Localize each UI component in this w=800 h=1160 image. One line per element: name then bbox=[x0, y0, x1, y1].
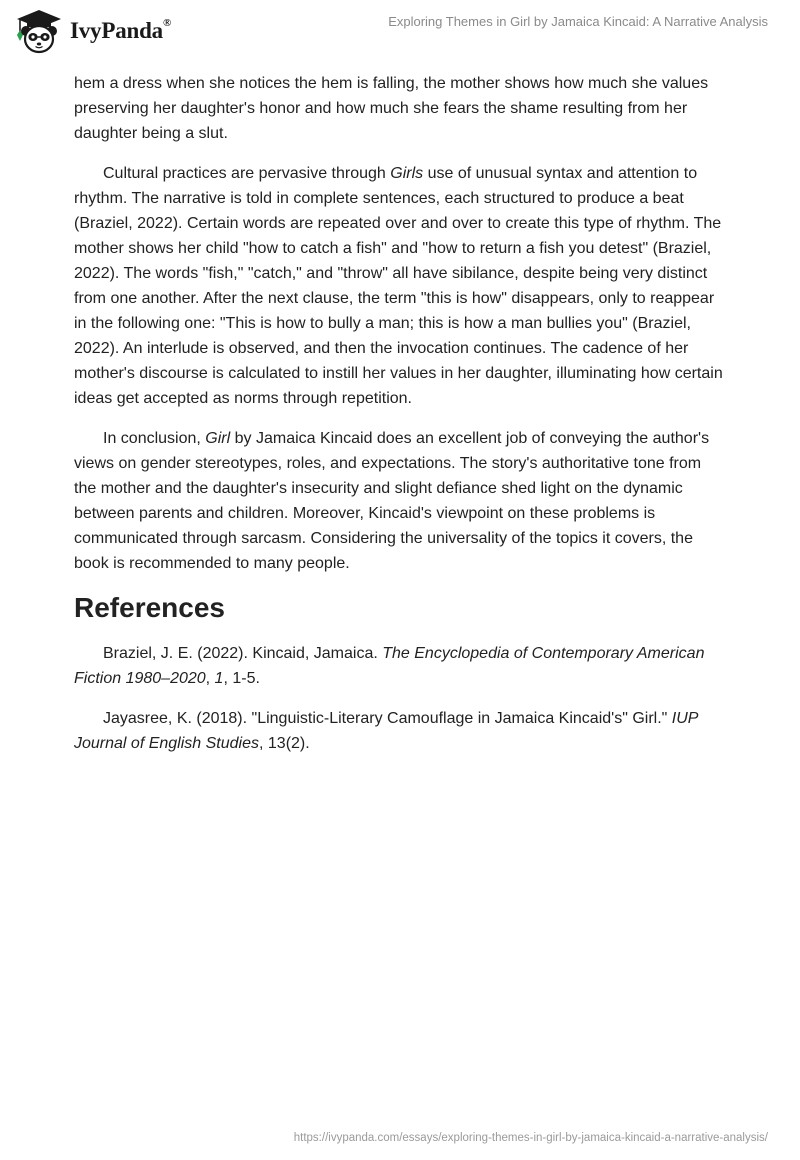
references-heading: References bbox=[74, 592, 225, 623]
paragraph-continuation: hem a dress when she notices the hem is falling, the mother shows how much she values preserving her daughter's honor and how much she fears the shame resulting from her daughter being a slut. bbox=[74, 75, 709, 142]
reference-braziel: Braziel, J. E. (2022). Kincaid, Jamaica. The Encyclopedia of Contemporary American Fiction 1980–2020, 1, 1-5. bbox=[74, 645, 705, 687]
paragraph-cultural-practices: Cultural practices are pervasive through Girls use of unusual syntax and attention to rhythm. The narrative is told in complete sentences, each structured to produce a beat (Braziel, 2022). Certain words are repeated over and over to create this type of rhythm. The mother shows her child "how to catch a fish" and "how to return a fish you detest" (Braziel, 2022). The words "fish," "catch," and "throw" all have sibilance, despite being very distinct from one another. After the next clause, the term "this is how" disappears, only to reappear in the following one: "This is how to bully a man; this is how a man bullies you" (Braziel, 2022). An interlude is observed, and then the invocation continues. The cadence of her mother's discourse is calculated to instill her values in her daughter, illuminating how certain ideas get accepted as norms through repetition. bbox=[74, 165, 723, 407]
document-title: Exploring Themes in Girl by Jamaica Kincaid: A Narrative Analysis bbox=[388, 14, 768, 29]
essay-content bbox=[74, 71, 726, 771]
registered-mark: ® bbox=[162, 17, 172, 30]
page-header bbox=[0, 0, 800, 64]
italic-title: Girl bbox=[205, 430, 231, 447]
ivypanda-logo[interactable] bbox=[14, 8, 171, 54]
source-url[interactable]: https://ivypanda.com/essays/exploring-themes-in-girl-by-jamaica-kincaid-a-narrative-analysis/ bbox=[293, 1132, 768, 1144]
italic-title: Girls bbox=[390, 165, 424, 182]
panda-graduate-icon bbox=[14, 8, 64, 54]
reference-jayasree: Jayasree, K. (2018). "Linguistic-Literary Camouflage in Jamaica Kincaid's" Girl." IUP Journal of English Studies, 13(2). bbox=[74, 710, 698, 752]
brand-name: IvyPanda® bbox=[70, 17, 172, 43]
paragraph-conclusion: In conclusion, Girl by Jamaica Kincaid does an excellent job of conveying the author's views on gender stereotypes, roles, and expectations. The story's authoritative tone from the mother and the daughter's insecurity and slight defiance shed light on the dynamic between parents and children. Moreover, Kincaid's viewpoint on these problems is communicated through sarcasm. Considering the universality of the topics it covers, the book is recommended to many people. bbox=[74, 430, 710, 572]
